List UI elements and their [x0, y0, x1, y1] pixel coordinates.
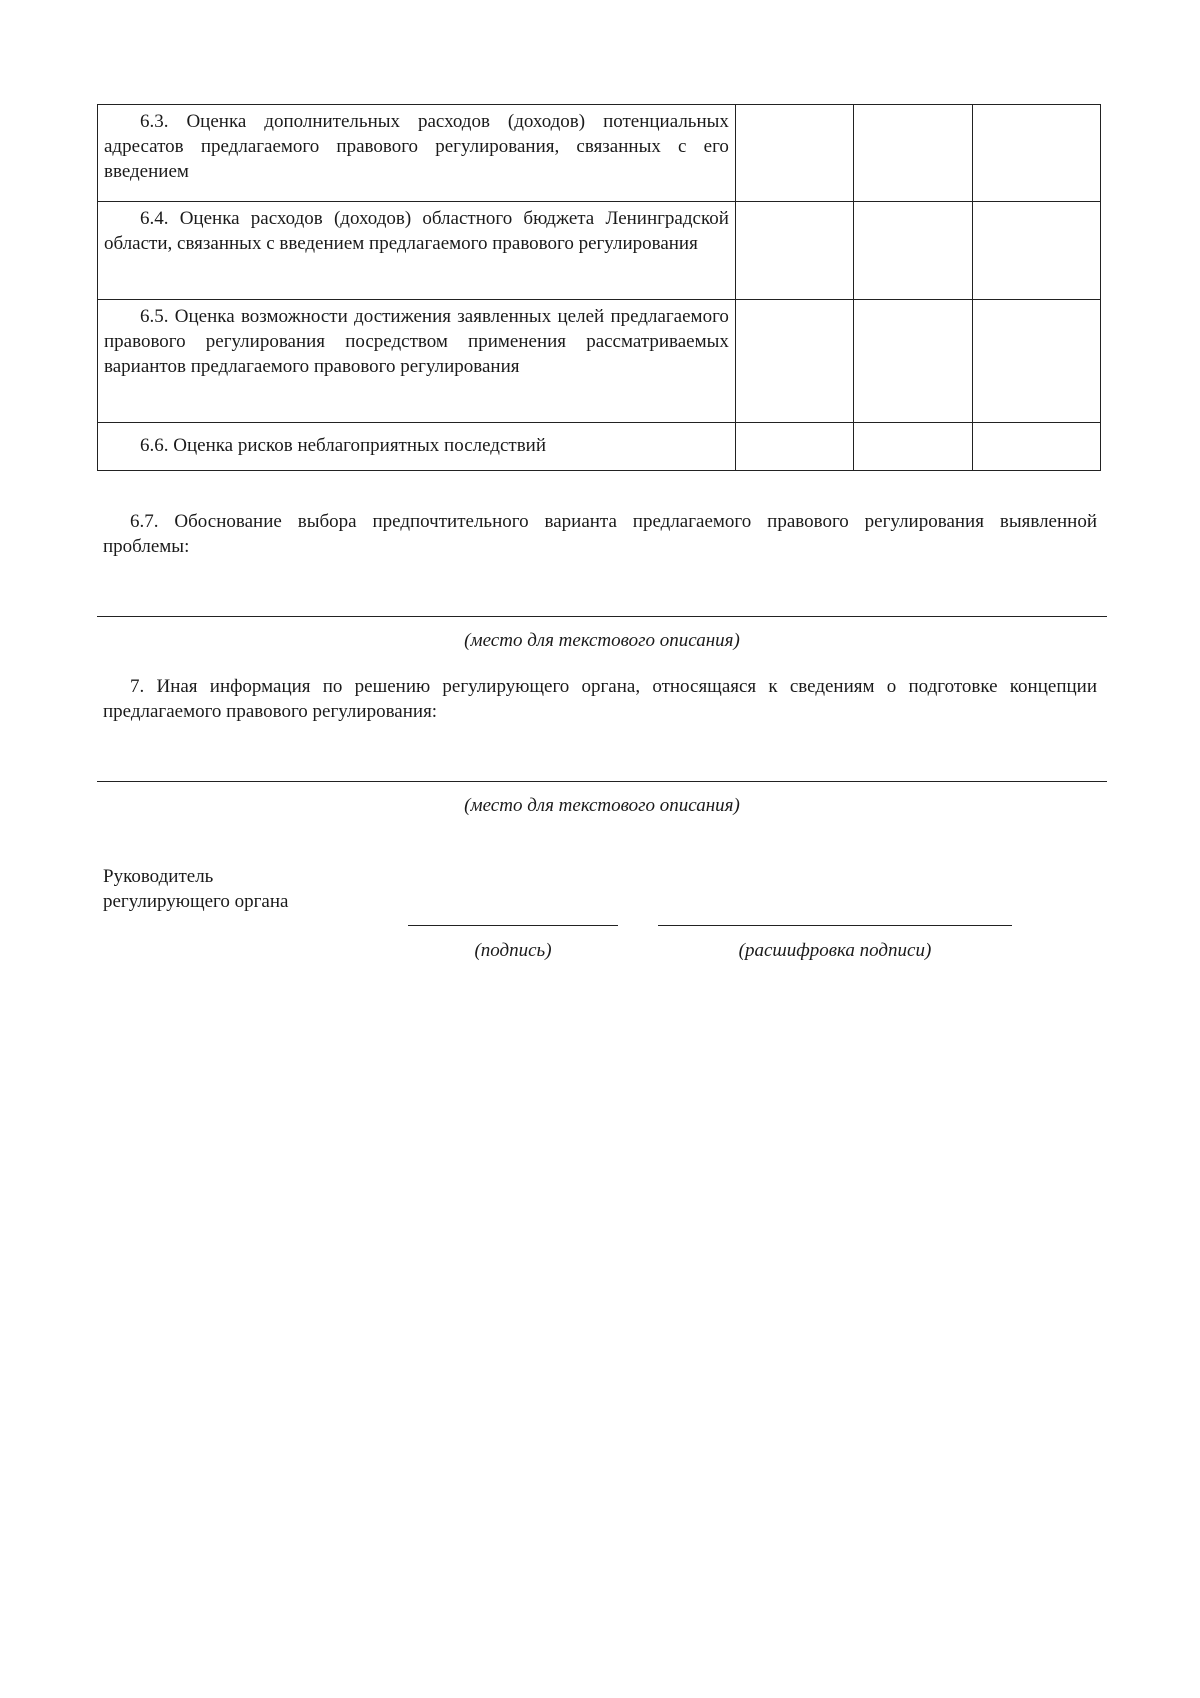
row-description [98, 105, 736, 202]
table-cell [972, 105, 1100, 202]
row-text: 6.5. Оценка возможности достижения заявленных целей предлагаемого правового регулирования посредством применения рассматриваемых вариантов предлагаемого правового регулирования [104, 306, 729, 377]
table-cell [735, 105, 853, 202]
signatory-title [103, 864, 403, 914]
row-text: 6.3. Оценка дополнительных расходов (доходов) потенциальных адресатов предлагаемого правового регулирования, связанных с его введением [104, 111, 729, 182]
signatory-title-line: регулирующего органа [103, 891, 289, 912]
section-6-7-text: 6.7. Обоснование выбора предпочтительного варианта предлагаемого правового регулирования выявленной проблемы: [103, 511, 1097, 557]
text-entry-caption: (место для текстового описания) [464, 630, 740, 651]
row-text: 6.6. Оценка рисков неблагоприятных последствий [140, 435, 546, 456]
table-cell [972, 423, 1100, 471]
signatory-title-line: Руководитель [103, 866, 214, 887]
row-text: 6.4. Оценка расходов (доходов) областного бюджета Ленинградской области, связанных с введением предлагаемого правового регулирования [104, 208, 729, 254]
table-row [98, 105, 1101, 202]
table-row [98, 423, 1101, 471]
table-cell [972, 202, 1100, 300]
table-row [98, 202, 1101, 300]
table-cell [735, 423, 853, 471]
table-cell [854, 300, 972, 423]
table-cell [735, 300, 853, 423]
row-description [98, 423, 736, 471]
signature-caption: (подпись) [474, 940, 552, 961]
text-entry-line [97, 616, 1107, 617]
table-cell [854, 105, 972, 202]
section-7-text: 7. Иная информация по решению регулирующего органа, относящаяся к сведениям о подготовке концепции предлагаемого правового регулирования: [103, 676, 1097, 722]
assessment-table [97, 104, 1101, 471]
table-cell [735, 202, 853, 300]
decryption-caption: (расшифровка подписи) [738, 940, 932, 961]
table-row [98, 300, 1101, 423]
table-cell [972, 300, 1100, 423]
text-entry-caption: (место для текстового описания) [464, 795, 740, 816]
table-cell [854, 423, 972, 471]
row-description [98, 202, 736, 300]
signature-line [408, 925, 618, 926]
text-entry-line [97, 781, 1107, 782]
table-cell [854, 202, 972, 300]
row-description [98, 300, 736, 423]
name-decryption-line [658, 925, 1012, 926]
